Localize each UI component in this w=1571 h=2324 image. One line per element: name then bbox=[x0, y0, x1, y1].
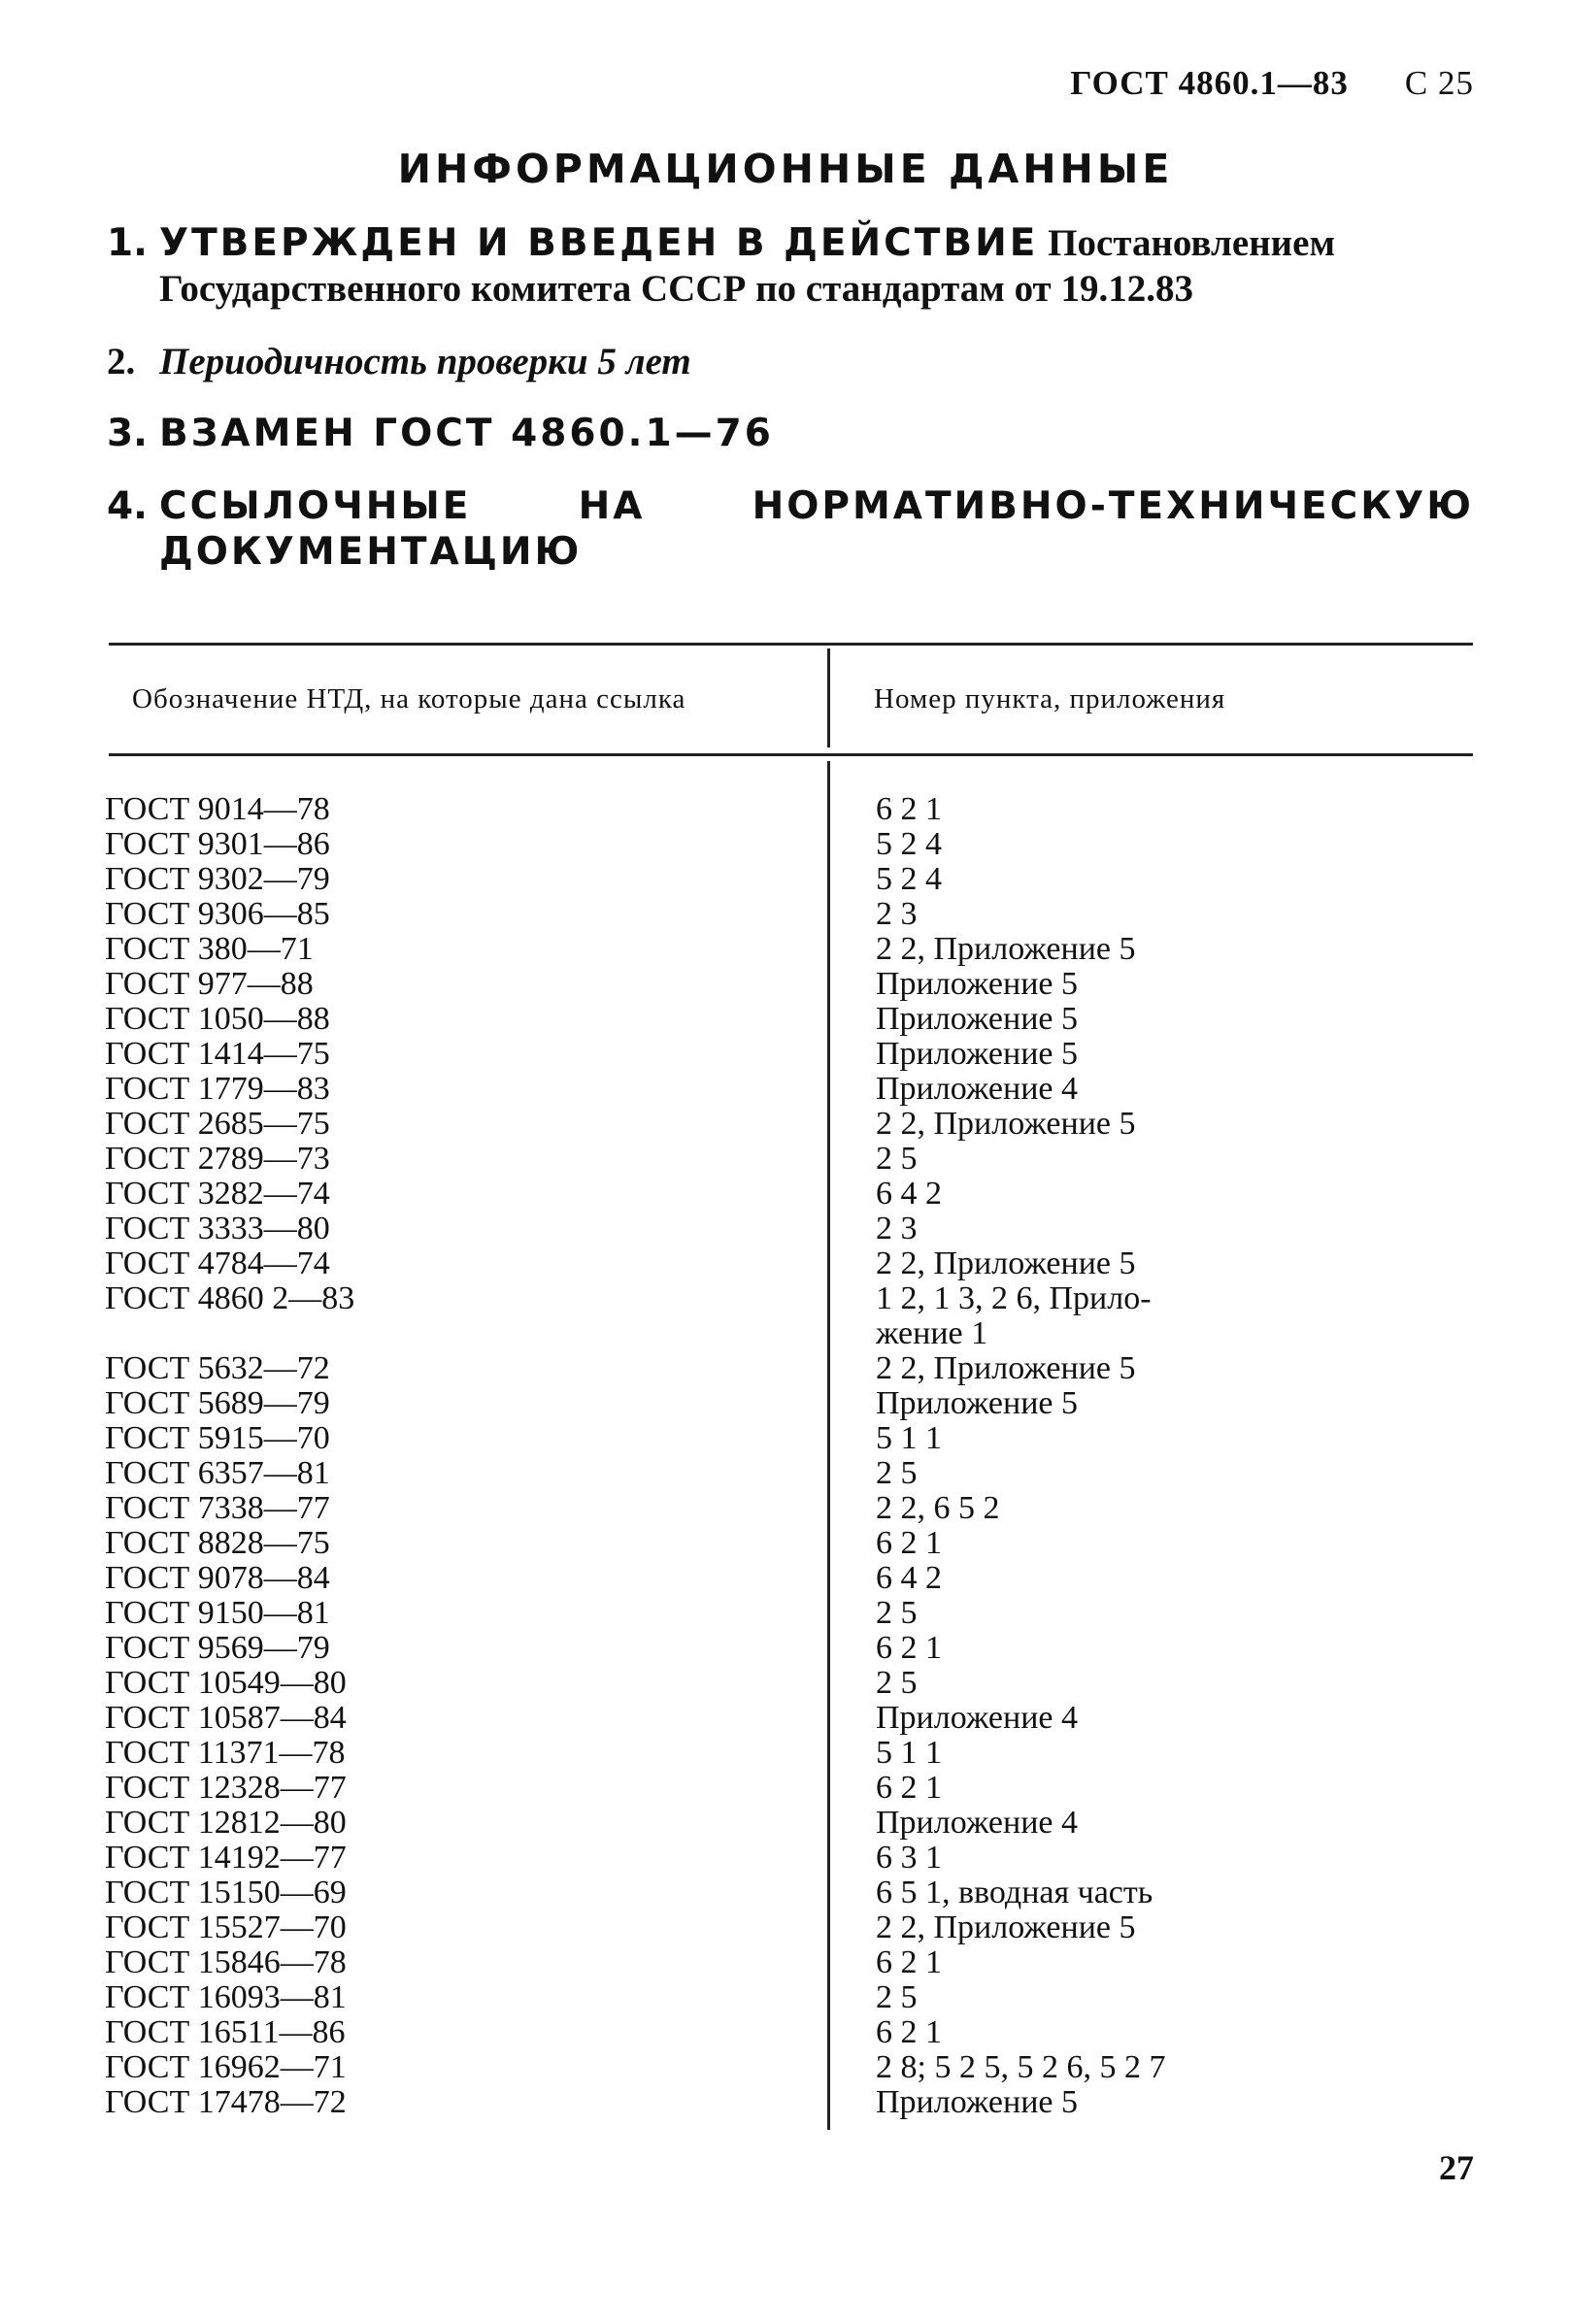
clause-number-cell: 2 2, Приложение 5 bbox=[876, 1106, 1136, 1142]
clause-number-cell: 2 2, Приложение 5 bbox=[876, 1350, 1136, 1386]
table-header-designation: Обозначение НТД, на которые дана ссылка bbox=[132, 683, 686, 714]
ntd-designation-cell: ГОСТ 5689—79 bbox=[105, 1385, 330, 1421]
table-row bbox=[105, 1386, 1464, 1421]
table-row bbox=[105, 1841, 1464, 1876]
info-item-review-period bbox=[107, 340, 1474, 385]
ntd-designation-cell: ГОСТ 9014—78 bbox=[105, 791, 330, 827]
ntd-designation-cell: ГОСТ 11371—78 bbox=[105, 1735, 346, 1771]
clause-number-cell: 2 3 bbox=[876, 896, 918, 932]
ntd-designation-cell: ГОСТ 16962—71 bbox=[105, 2049, 347, 2085]
clause-number-cell: Приложение 5 bbox=[876, 1001, 1078, 1037]
table-row bbox=[105, 862, 1464, 897]
table-row bbox=[105, 1806, 1464, 1841]
clause-number-cell: 2 5 bbox=[876, 1141, 918, 1177]
ntd-designation-cell: ГОСТ 2789—73 bbox=[105, 1141, 330, 1177]
clause-number-cell: 2 2, Приложение 5 bbox=[876, 1245, 1136, 1281]
table-row bbox=[105, 1945, 1464, 1980]
item-text: Постановлением Государственного комитета СССР по стандартам от 19.12.83 bbox=[159, 222, 1336, 310]
table-row bbox=[105, 1666, 1464, 1701]
item-number: 2. bbox=[107, 340, 136, 382]
header-standard: ГОСТ 4860.1—83 bbox=[1070, 64, 1349, 102]
clause-number-cell: 2 5 bbox=[876, 1455, 918, 1491]
clause-number-cell: Приложение 5 bbox=[876, 1036, 1078, 1072]
clause-number-cell: 6 2 1 bbox=[876, 1770, 942, 1806]
table-row bbox=[105, 1421, 1464, 1456]
ntd-designation-cell: ГОСТ 3333—80 bbox=[105, 1211, 330, 1246]
ntd-designation-cell: ГОСТ 380—71 bbox=[105, 931, 314, 967]
ntd-designation-cell: ГОСТ 12328—77 bbox=[105, 1770, 347, 1806]
table-row bbox=[105, 1002, 1464, 1037]
clause-number-cell: 2 3 bbox=[876, 1211, 918, 1246]
table-row bbox=[105, 1281, 1464, 1351]
table-row bbox=[105, 897, 1464, 932]
ntd-designation-cell: ГОСТ 8828—75 bbox=[105, 1525, 330, 1561]
ntd-designation-cell: ГОСТ 1779—83 bbox=[105, 1071, 330, 1107]
ntd-designation-cell: ГОСТ 1414—75 bbox=[105, 1036, 330, 1072]
table-row bbox=[105, 827, 1464, 862]
clause-number-cell: Приложение 4 bbox=[876, 1071, 1078, 1107]
clause-number-cell: 2 5 bbox=[876, 1979, 918, 2015]
ntd-designation-cell: ГОСТ 9306—85 bbox=[105, 896, 330, 932]
ntd-designation-cell: ГОСТ 16511—86 bbox=[105, 2014, 346, 2050]
clause-number-cell: Приложение 4 bbox=[876, 1805, 1078, 1841]
clause-number-cell: Приложение 5 bbox=[876, 966, 1078, 1002]
table-row bbox=[105, 792, 1464, 827]
table-header-divider bbox=[827, 648, 830, 747]
clause-number-cell: 6 4 2 bbox=[876, 1176, 942, 1212]
table-header-clause: Номер пункта, приложения bbox=[874, 683, 1226, 714]
clause-number-cell: 2 2, Приложение 5 bbox=[876, 1909, 1136, 1945]
ntd-designation-cell: ГОСТ 5915—70 bbox=[105, 1420, 330, 1456]
table-row bbox=[105, 1771, 1464, 1806]
table-row bbox=[105, 2085, 1464, 2120]
table-header-rule bbox=[109, 753, 1473, 756]
ntd-designation-cell: ГОСТ 16093—81 bbox=[105, 1979, 347, 2015]
item-caps-text: УТВЕРЖДЕН И ВВЕДЕН В ДЕЙСТВИЕ bbox=[159, 221, 1039, 265]
clause-number-cell: Приложение 4 bbox=[876, 1700, 1078, 1736]
table-row bbox=[105, 1980, 1464, 2015]
item-text: Периодичность проверки 5 лет bbox=[159, 340, 691, 382]
ntd-designation-cell: ГОСТ 15527—70 bbox=[105, 1909, 347, 1945]
reference-table bbox=[105, 792, 1464, 2120]
clause-number-cell: Приложение 5 bbox=[876, 1385, 1078, 1421]
clause-number-cell: 6 2 1 bbox=[876, 2014, 942, 2050]
page-number: 27 bbox=[1439, 2148, 1474, 2187]
ntd-designation-cell: ГОСТ 14192—77 bbox=[105, 1840, 347, 1876]
table-top-rule bbox=[109, 643, 1473, 646]
item-number: 4. bbox=[107, 484, 148, 529]
info-items bbox=[107, 221, 1474, 603]
table-row bbox=[105, 1246, 1464, 1281]
clause-number-cell: 2 2, 6 5 2 bbox=[876, 1490, 1000, 1526]
clause-number-cell: 5 1 1 bbox=[876, 1735, 942, 1771]
ntd-designation-cell: ГОСТ 5632—72 bbox=[105, 1350, 330, 1386]
clause-number-cell: 2 5 bbox=[876, 1665, 918, 1701]
table-row bbox=[105, 1561, 1464, 1596]
ntd-designation-cell: ГОСТ 10587—84 bbox=[105, 1700, 347, 1736]
clause-number-cell: 5 1 1 bbox=[876, 1420, 942, 1456]
table-row bbox=[105, 1456, 1464, 1491]
ntd-designation-cell: ГОСТ 15150—69 bbox=[105, 1875, 347, 1910]
item-caps-text: ССЫЛОЧНЫЕ НА НОРМАТИВНО-ТЕХНИЧЕСКУЮ ДОКУМЕНТАЦИЮ bbox=[159, 484, 1474, 574]
ntd-designation-cell: ГОСТ 10549—80 bbox=[105, 1665, 347, 1701]
table-row bbox=[105, 1631, 1464, 1666]
table-row bbox=[105, 1491, 1464, 1526]
table-row bbox=[105, 1177, 1464, 1212]
table-row bbox=[105, 1037, 1464, 1072]
ntd-designation-cell: ГОСТ 4784—74 bbox=[105, 1245, 330, 1281]
ntd-designation-cell: ГОСТ 977—88 bbox=[105, 966, 314, 1002]
item-number: 3. bbox=[107, 412, 148, 456]
clause-number-cell: 2 8; 5 2 5, 5 2 6, 5 2 7 bbox=[876, 2049, 1166, 2085]
clause-number-cell: 6 2 1 bbox=[876, 791, 942, 827]
clause-number-cell: 5 2 4 bbox=[876, 861, 942, 897]
ntd-designation-cell: ГОСТ 9302—79 bbox=[105, 861, 330, 897]
info-item-approved bbox=[107, 221, 1474, 313]
ntd-designation-cell: ГОСТ 3282—74 bbox=[105, 1176, 330, 1212]
table-row bbox=[105, 1526, 1464, 1561]
running-header bbox=[1070, 64, 1474, 103]
table-row bbox=[105, 932, 1464, 967]
table-row bbox=[105, 1142, 1464, 1177]
ntd-designation-cell: ГОСТ 6357—81 bbox=[105, 1455, 330, 1491]
table-row bbox=[105, 1351, 1464, 1386]
clause-number-cell: 2 2, Приложение 5 bbox=[876, 931, 1136, 967]
item-caps-text: ВЗАМЕН ГОСТ 4860.1—76 bbox=[159, 412, 774, 456]
ntd-designation-cell: ГОСТ 15846—78 bbox=[105, 1944, 347, 1980]
info-item-references bbox=[107, 484, 1474, 576]
info-item-replaces bbox=[107, 412, 1474, 457]
ntd-designation-cell: ГОСТ 1050—88 bbox=[105, 1001, 330, 1037]
page-title: ИНФОРМАЦИОННЫЕ ДАННЫЕ bbox=[397, 146, 1174, 192]
table-row bbox=[105, 967, 1464, 1002]
table-row bbox=[105, 2015, 1464, 2050]
table-row bbox=[105, 1072, 1464, 1107]
ntd-designation-cell: ГОСТ 7338—77 bbox=[105, 1490, 330, 1526]
clause-number-cell: 6 2 1 bbox=[876, 1944, 942, 1980]
ntd-designation-cell: ГОСТ 9569—79 bbox=[105, 1630, 330, 1666]
clause-number-cell: 6 2 1 bbox=[876, 1525, 942, 1561]
table-row bbox=[105, 1596, 1464, 1631]
ntd-designation-cell: ГОСТ 2685—75 bbox=[105, 1106, 330, 1142]
clause-number-cell: 1 2, 1 3, 2 6, Прило- жение 1 bbox=[876, 1280, 1152, 1351]
table-row bbox=[105, 1736, 1464, 1771]
ntd-designation-cell: ГОСТ 9301—86 bbox=[105, 826, 330, 862]
table-row bbox=[105, 1701, 1464, 1736]
table-row bbox=[105, 1876, 1464, 1910]
clause-number-cell: Приложение 5 bbox=[876, 2084, 1078, 2120]
ntd-designation-cell: ГОСТ 4860 2—83 bbox=[105, 1280, 355, 1316]
item-number: 1. bbox=[107, 221, 148, 265]
ntd-designation-cell: ГОСТ 12812—80 bbox=[105, 1805, 347, 1841]
clause-number-cell: 6 4 2 bbox=[876, 1560, 942, 1596]
ntd-designation-cell: ГОСТ 9150—81 bbox=[105, 1595, 330, 1631]
ntd-designation-cell: ГОСТ 9078—84 bbox=[105, 1560, 330, 1596]
table-row bbox=[105, 1910, 1464, 1945]
table-row bbox=[105, 1212, 1464, 1246]
clause-number-cell: 6 3 1 bbox=[876, 1840, 942, 1876]
table-row bbox=[105, 1107, 1464, 1142]
ntd-designation-cell: ГОСТ 17478—72 bbox=[105, 2084, 347, 2120]
clause-number-cell: 2 5 bbox=[876, 1595, 918, 1631]
clause-number-cell: 5 2 4 bbox=[876, 826, 942, 862]
table-row bbox=[105, 2050, 1464, 2085]
header-page-label: С 25 bbox=[1404, 64, 1474, 102]
clause-number-cell: 6 5 1, вводная часть bbox=[876, 1875, 1153, 1910]
clause-number-cell: 6 2 1 bbox=[876, 1630, 942, 1666]
